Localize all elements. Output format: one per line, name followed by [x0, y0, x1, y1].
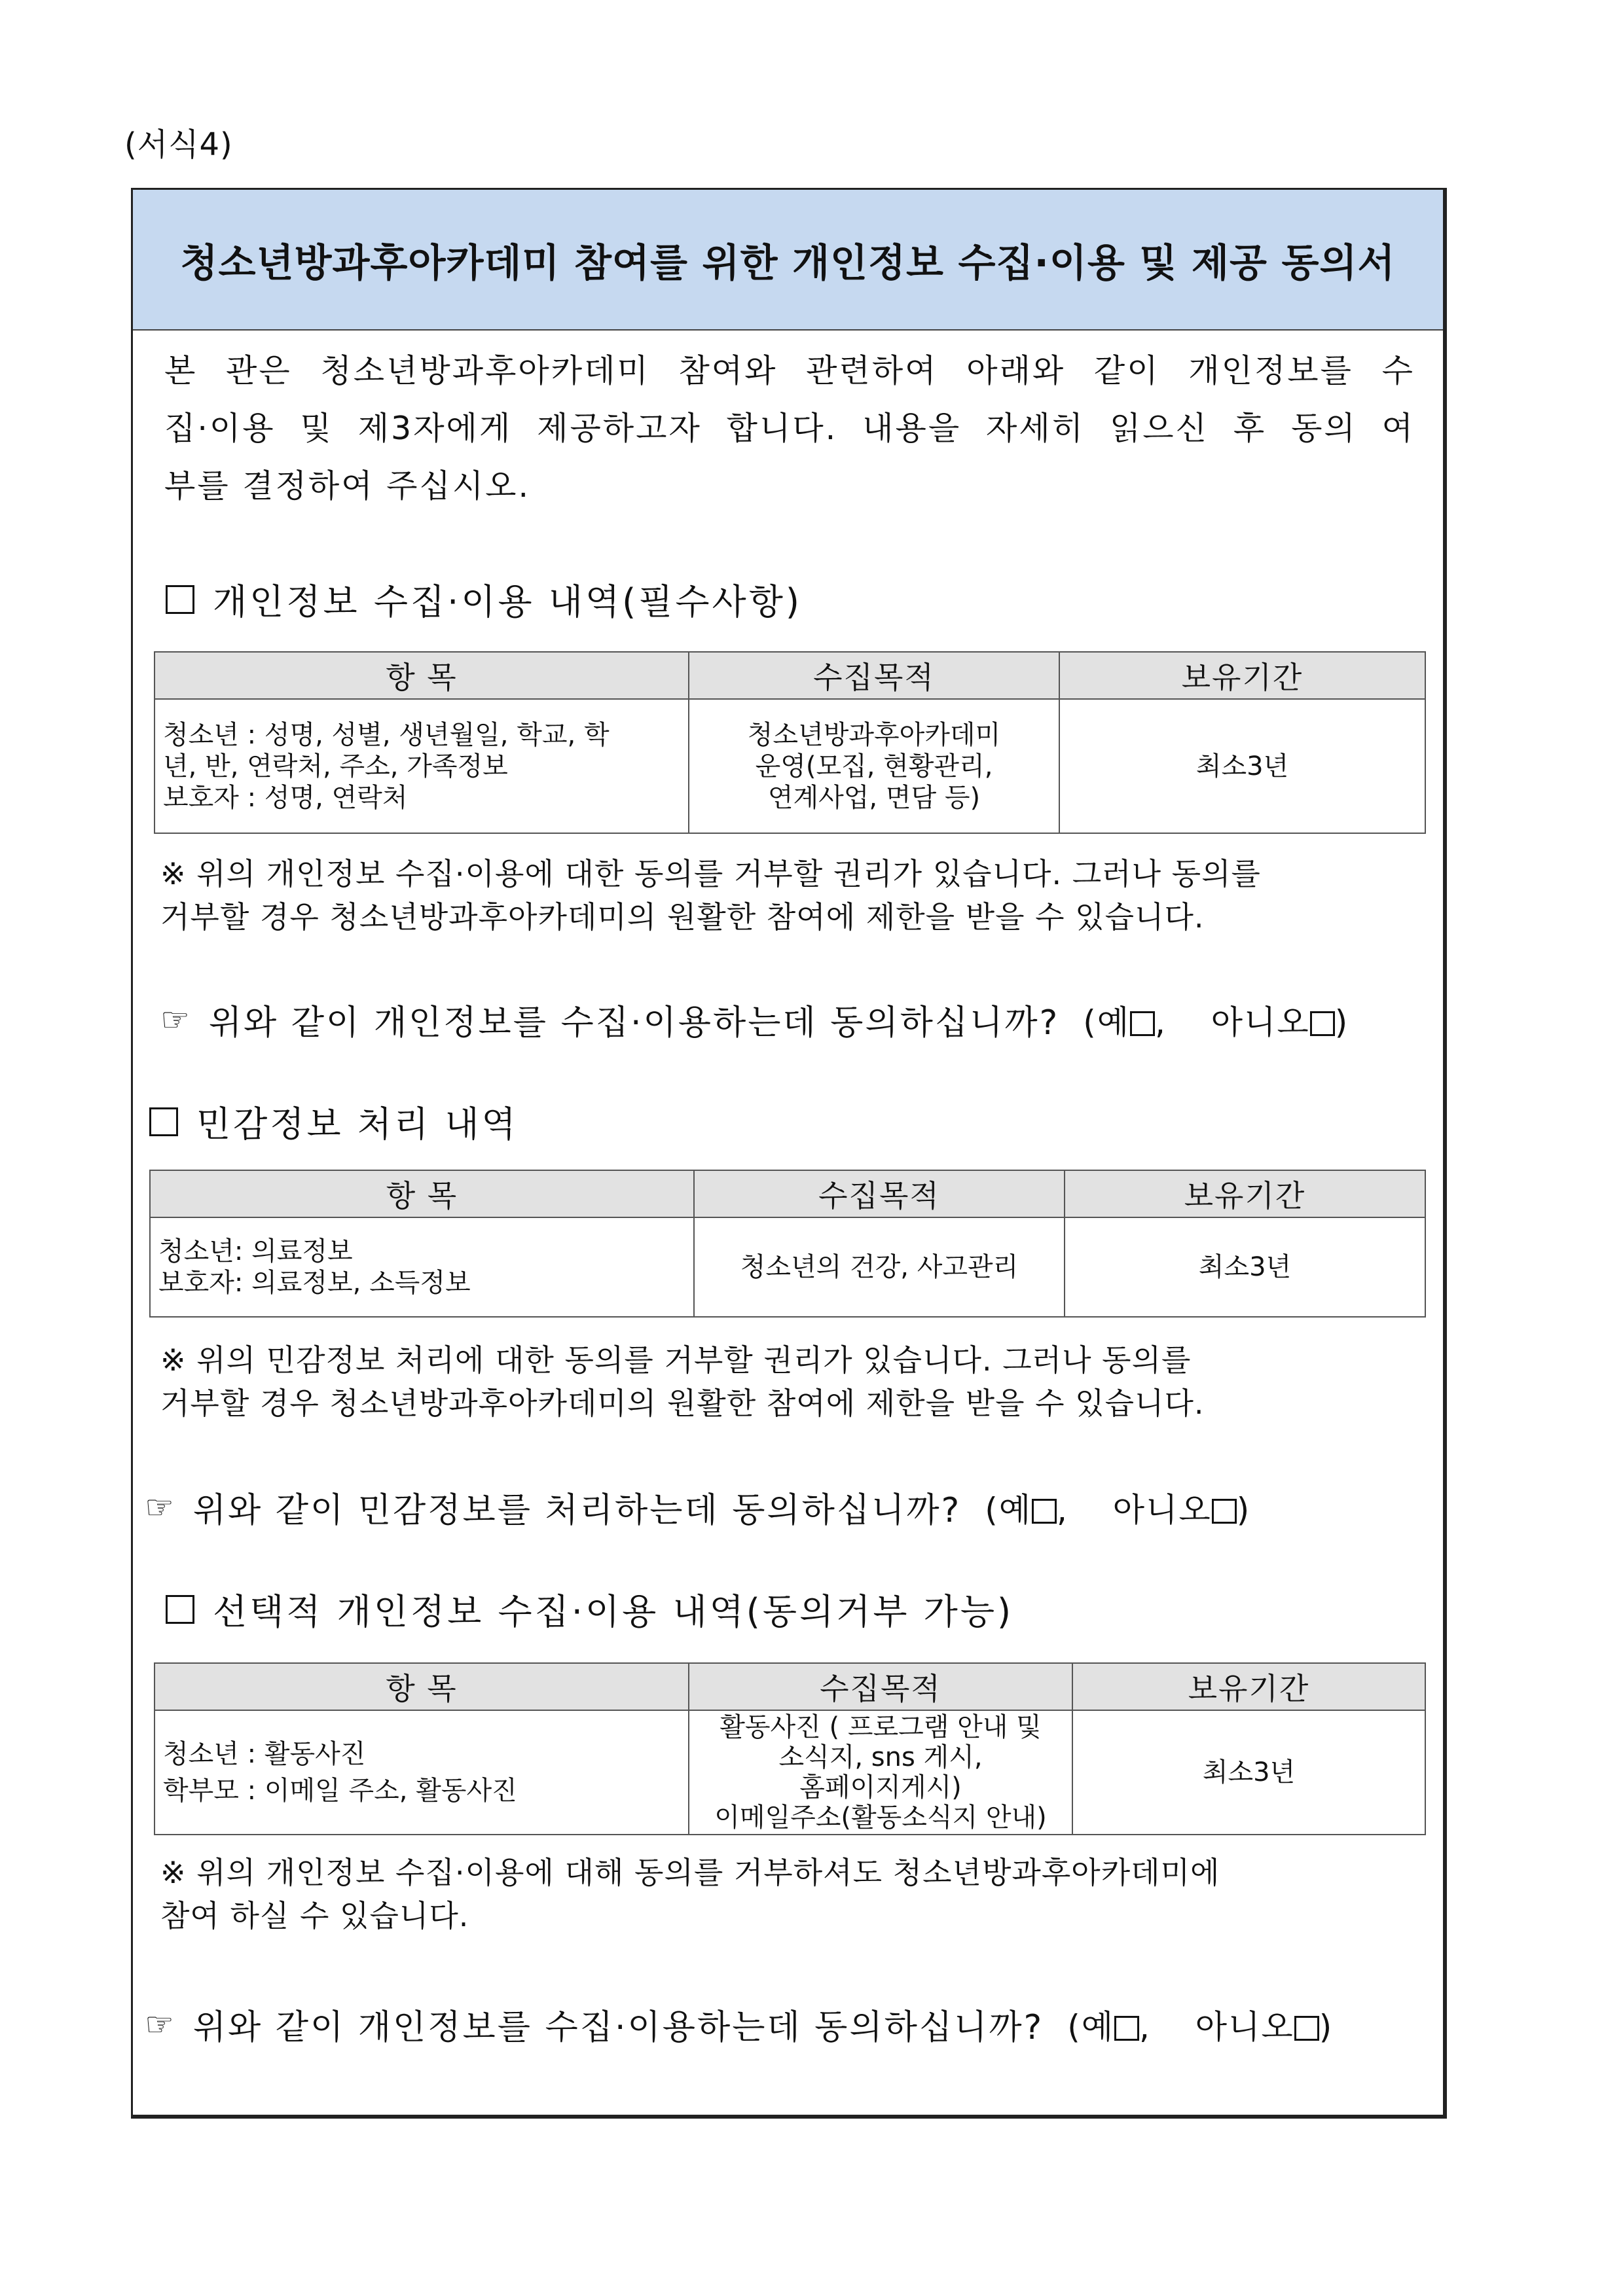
purpose-line: 소식지, sns 게시,: [778, 1742, 983, 1772]
intro-paragraph: [164, 342, 1415, 515]
intro-line: 본 관은 청소년방과후아카데미 참여와 관련하여 아래와 같이 개인정보를 수: [164, 352, 1415, 389]
period-cell: 최소3년: [1059, 699, 1425, 833]
sensitive-info-table: [149, 1170, 1426, 1318]
table-header-row: [155, 1663, 1425, 1710]
item-line: 청소년 : 성명, 성별, 생년월일, 학교, 학: [163, 719, 610, 750]
header-item: 항 목: [155, 652, 689, 699]
header-purpose: 수집목적: [694, 1170, 1065, 1217]
item-cell: [150, 1217, 694, 1317]
header-purpose: 수집목적: [689, 652, 1059, 699]
section-heading-text: 개인정보 수집·이용 내역(필수사항): [213, 581, 802, 622]
item-line: 년, 반, 연락처, 주소, 가족정보: [163, 751, 508, 781]
pointing-hand-icon: ☞: [160, 1000, 192, 1039]
header-purpose: 수집목적: [689, 1663, 1072, 1710]
consent-question-required: [160, 995, 1349, 1044]
question-text: 위와 같이 개인정보를 수집·이용하는데 동의하십니까?: [208, 1003, 1060, 1043]
notice-line: ※ 위의 개인정보 수집·이용에 대해 동의를 거부하셔도 청소년방과후아카데미에: [160, 1855, 1220, 1890]
purpose-cell: [694, 1217, 1065, 1317]
answer-close: ): [1334, 1003, 1349, 1041]
purpose-line: 청소년방과후아카데미: [747, 719, 1001, 750]
table-header-row: [155, 652, 1425, 699]
section-checkbox-icon[interactable]: [166, 1595, 194, 1624]
question-text: 위와 같이 민감정보를 처리하는데 동의하십니까?: [192, 1491, 962, 1530]
item-line: 보호자 : 성명, 연락처: [163, 782, 408, 813]
answer-group: (예 , 아니오 ): [985, 1490, 1251, 1529]
period-cell: 최소3년: [1072, 1710, 1425, 1835]
no-checkbox[interactable]: [1310, 1011, 1335, 1036]
purpose-line: 연계사업, 면담 등): [767, 782, 981, 813]
purpose-line: 이메일주소(활동소식지 안내): [714, 1803, 1047, 1833]
section-heading-required: [166, 574, 802, 624]
section-heading-optional: [166, 1584, 1013, 1634]
item-cell: [155, 699, 689, 833]
no-label: 아니오: [1112, 1490, 1212, 1529]
notice-line: 참여 하실 수 있습니다.: [160, 1898, 469, 1933]
consent-question-optional: [145, 2000, 1333, 2049]
answer-close: ): [1236, 1490, 1251, 1529]
pointing-hand-icon: ☞: [145, 2005, 176, 2043]
table-row: [150, 1217, 1425, 1317]
no-label: 아니오: [1195, 2007, 1294, 2046]
no-label: 아니오: [1211, 1003, 1310, 1041]
answer-group: (예 , 아니오 ): [1083, 1003, 1349, 1041]
notice-line: ※ 위의 민감정보 처리에 대한 동의를 거부할 권리가 있습니다. 그러나 동의를: [160, 1342, 1192, 1378]
table-row: [155, 1710, 1425, 1835]
required-info-table: [154, 651, 1426, 834]
purpose-line: 운영(모집, 현황관리,: [755, 751, 993, 781]
form-title: 청소년방과후아카데미 참여를 위한 개인정보 수집·이용 및 제공 동의서: [180, 240, 1396, 285]
item-line: 청소년 : 활동사진: [163, 1739, 366, 1769]
no-checkbox[interactable]: [1294, 2016, 1319, 2041]
optional-info-table: [154, 1662, 1426, 1835]
consent-form: [131, 188, 1447, 2119]
title-bar: [133, 190, 1443, 331]
header-item: 항 목: [150, 1170, 694, 1217]
notice-line: ※ 위의 개인정보 수집·이용에 대한 동의를 거부할 권리가 있습니다. 그러나 동의를: [160, 856, 1261, 891]
purpose-cell: [689, 1710, 1072, 1835]
notice-text: [160, 1851, 1220, 1937]
answer-group: (예 , 아니오 ): [1067, 2007, 1334, 2046]
intro-line: 집·이용 및 제3자에게 제공하고자 합니다. 내용을 자세히 읽으신 후 동의 여: [164, 410, 1415, 447]
question-text: 위와 같이 개인정보를 수집·이용하는데 동의하십니까?: [192, 2008, 1044, 2047]
section-checkbox-icon[interactable]: [149, 1107, 178, 1136]
notice-line: 거부할 경우 청소년방과후아카데미의 원활한 참여에 제한을 받을 수 있습니다.: [160, 899, 1205, 935]
purpose-line: 청소년의 건강, 사고관리: [740, 1252, 1019, 1282]
item-line: 학부모 : 이메일 주소, 활동사진: [163, 1776, 517, 1806]
yes-checkbox[interactable]: [1032, 1499, 1057, 1524]
yes-label: (예: [985, 1490, 1032, 1529]
section-heading-text: 선택적 개인정보 수집·이용 내역(동의거부 가능): [213, 1591, 1014, 1632]
period-cell: 최소3년: [1065, 1217, 1425, 1317]
answer-close: ): [1319, 2007, 1334, 2046]
section-heading-text: 민감정보 처리 내역: [196, 1103, 519, 1145]
header-period: 보유기간: [1065, 1170, 1425, 1217]
item-cell: [155, 1710, 689, 1835]
item-line: 보호자: 의료정보, 소득정보: [158, 1268, 471, 1298]
section-checkbox-icon[interactable]: [166, 585, 194, 614]
notice-text: [160, 1338, 1205, 1425]
yes-label: (예: [1083, 1003, 1130, 1041]
header-item: 항 목: [155, 1663, 689, 1710]
purpose-line: 활동사진 ( 프로그램 안내 및: [720, 1712, 1042, 1742]
purpose-line: 홈페이지게시): [799, 1772, 962, 1803]
no-checkbox[interactable]: [1212, 1499, 1237, 1524]
item-line: 청소년: 의료정보: [158, 1236, 353, 1266]
notice-text: [160, 852, 1261, 939]
purpose-cell: [689, 699, 1059, 833]
table-header-row: [150, 1170, 1425, 1217]
yes-label: (예: [1067, 2007, 1114, 2046]
form-number-label: (서식4): [124, 126, 233, 163]
table-row: [155, 699, 1425, 833]
yes-checkbox[interactable]: [1130, 1011, 1155, 1036]
notice-line: 거부할 경우 청소년방과후아카데미의 원활한 참여에 제한을 받을 수 있습니다.: [160, 1386, 1205, 1421]
section-heading-sensitive: [149, 1096, 519, 1147]
intro-line: 부를 결정하여 주십시오.: [164, 467, 531, 505]
header-period: 보유기간: [1059, 652, 1425, 699]
consent-question-sensitive: [145, 1482, 1250, 1532]
pointing-hand-icon: ☞: [145, 1488, 176, 1526]
yes-checkbox[interactable]: [1114, 2016, 1139, 2041]
header-period: 보유기간: [1072, 1663, 1425, 1710]
